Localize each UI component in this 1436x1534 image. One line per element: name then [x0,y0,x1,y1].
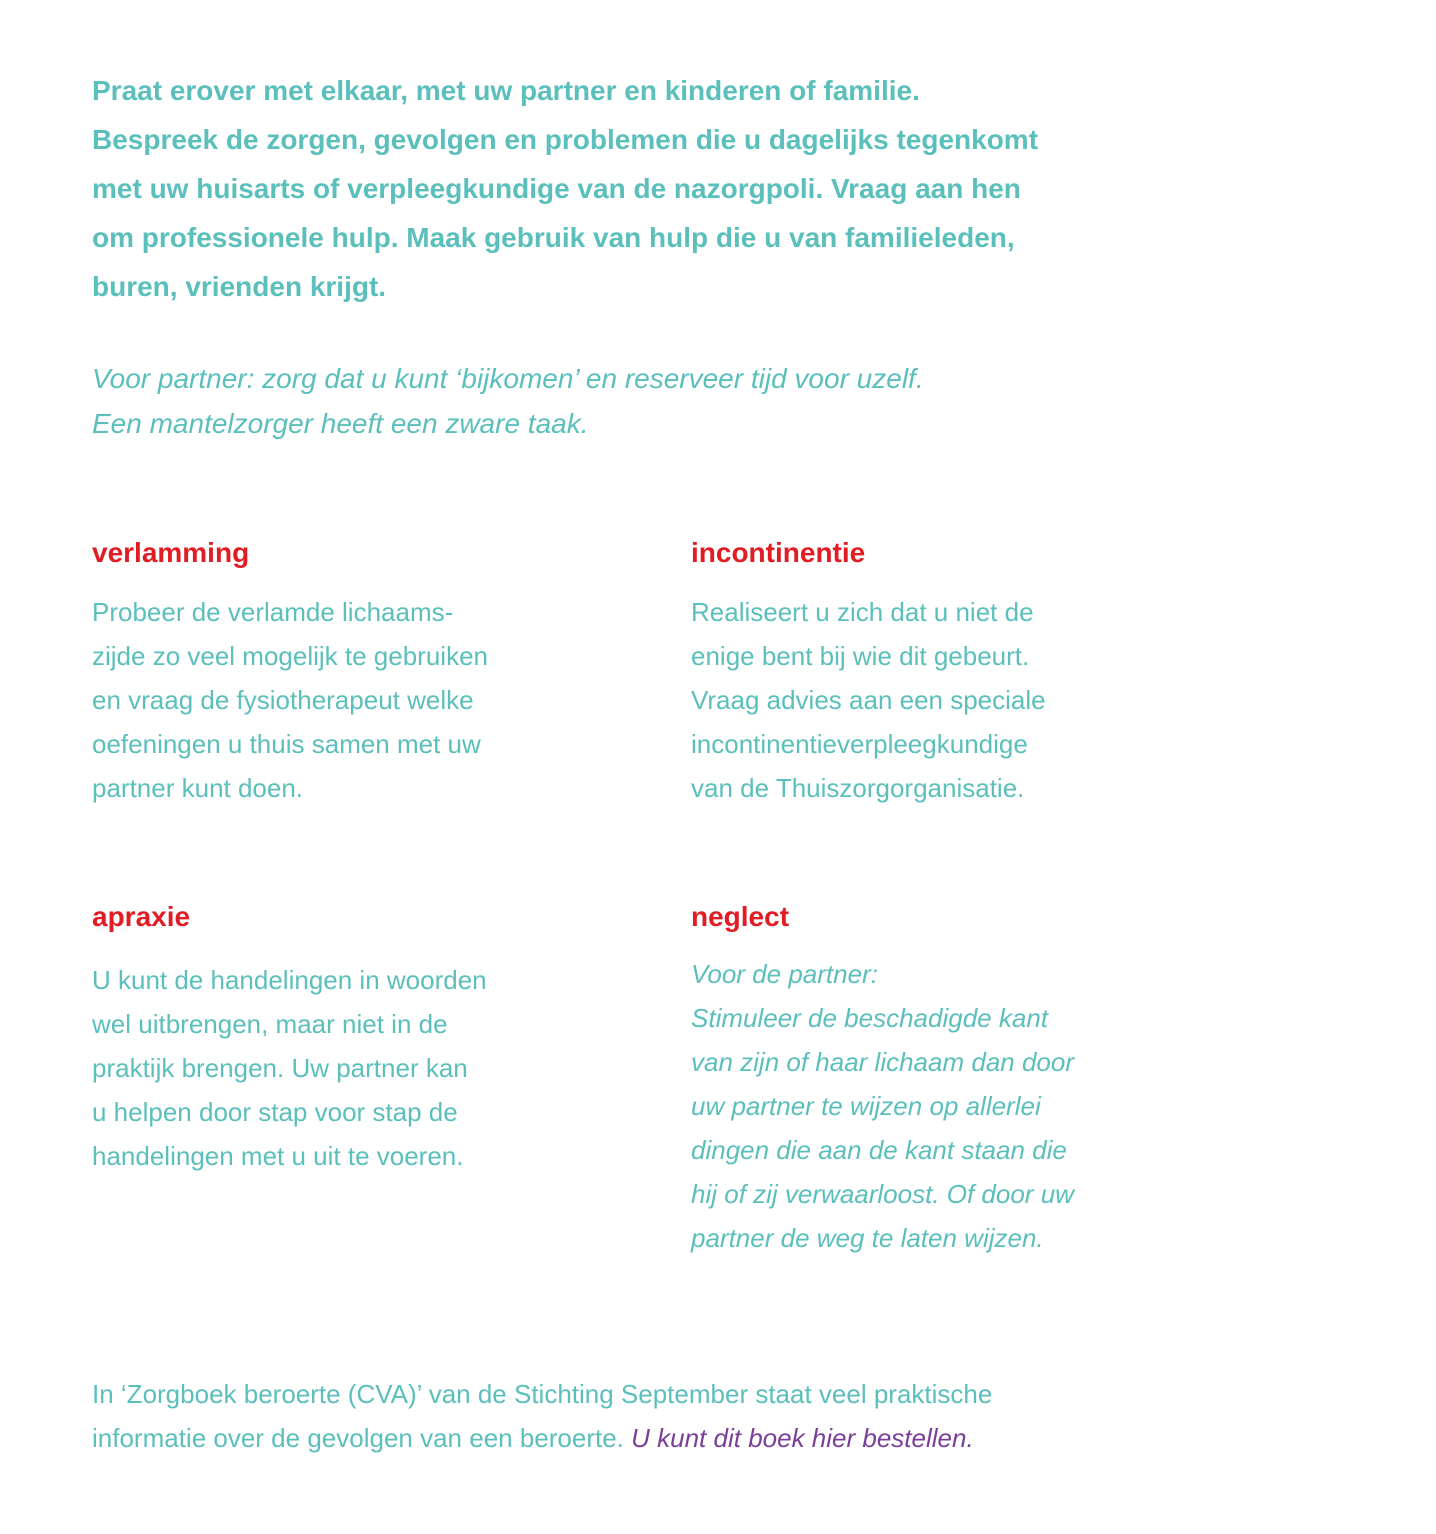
section-heading-neglect: neglect [691,901,790,932]
intro-paragraph [92,66,1212,311]
intro-line: Praat erover met elkaar, met uw partner en kinderen of familie. [92,75,920,106]
body-line: en vraag de fysiotherapeut welke [92,685,474,715]
intro-line: met uw huisarts of verpleegkundige van de nazorgpoli. Vraag aan hen [92,173,1021,204]
section-body-verlamming [92,590,652,810]
intro-line: om professionele hulp. Maak gebruik van hulp die u van familieleden, [92,222,1015,253]
body-line: wel uitbrengen, maar niet in de [92,1009,448,1039]
body-line: enige bent bij wie dit gebeurt. [691,641,1030,671]
partner-note-line: Voor partner: zorg dat u kunt ‘bijkomen’ en reserveer tijd voor uzelf. [92,363,924,394]
body-line: handelingen met u uit te voeren. [92,1141,464,1171]
body-line: Probeer de verlamde lichaams- [92,597,454,627]
body-line: van de Thuiszorgorganisatie. [691,773,1025,803]
footer-line-2-text: informatie over de gevolgen van een beroerte. [92,1423,624,1453]
footer-paragraph [92,1372,1292,1460]
footer-line-1: In ‘Zorgboek beroerte (CVA)’ van de Stichting September staat veel praktische [92,1379,993,1409]
body-line: partner kunt doen. [92,773,304,803]
body-line: zijde zo veel mogelijk te gebruiken [92,641,488,671]
body-line: Realiseert u zich dat u niet de [691,597,1034,627]
order-book-link[interactable]: U kunt dit boek hier bestellen. [631,1423,974,1453]
partner-note [92,356,1192,446]
body-line: van zijn of haar lichaam dan door [691,1047,1075,1077]
section-incontinentie [691,533,1251,810]
body-line: oefeningen u thuis samen met uw [92,729,481,759]
body-line: incontinentieverpleegkundige [691,729,1028,759]
body-line: U kunt de handelingen in woorden [92,965,487,995]
body-line: Vraag advies aan een speciale [691,685,1046,715]
body-line: uw partner te wijzen op allerlei [691,1091,1041,1121]
section-verlamming [92,533,652,810]
section-body-incontinentie [691,590,1251,810]
section-heading-verlamming: verlamming [92,537,250,568]
body-line: Voor de partner: [691,959,878,989]
footer-line-2 [92,1416,1292,1460]
section-apraxie [92,897,652,1178]
intro-line: buren, vrienden krijgt. [92,271,387,302]
intro-line: Bespreek de zorgen, gevolgen en problemen die u dagelijks tegenkomt [92,124,1039,155]
section-heading-incontinentie: incontinentie [691,537,866,568]
body-line: praktijk brengen. Uw partner kan [92,1053,468,1083]
body-line: hij of zij verwaarloost. Of door uw [691,1179,1074,1209]
section-body-neglect [691,952,1251,1260]
section-body-apraxie [92,958,652,1178]
section-heading-apraxie: apraxie [92,901,191,932]
partner-note-line: Een mantelzorger heeft een zware taak. [92,408,589,439]
body-line: dingen die aan de kant staan die [691,1135,1067,1165]
body-line: u helpen door stap voor stap de [92,1097,458,1127]
body-line: partner de weg te laten wijzen. [691,1223,1044,1253]
section-neglect [691,897,1251,1260]
body-line: Stimuleer de beschadigde kant [691,1003,1049,1033]
